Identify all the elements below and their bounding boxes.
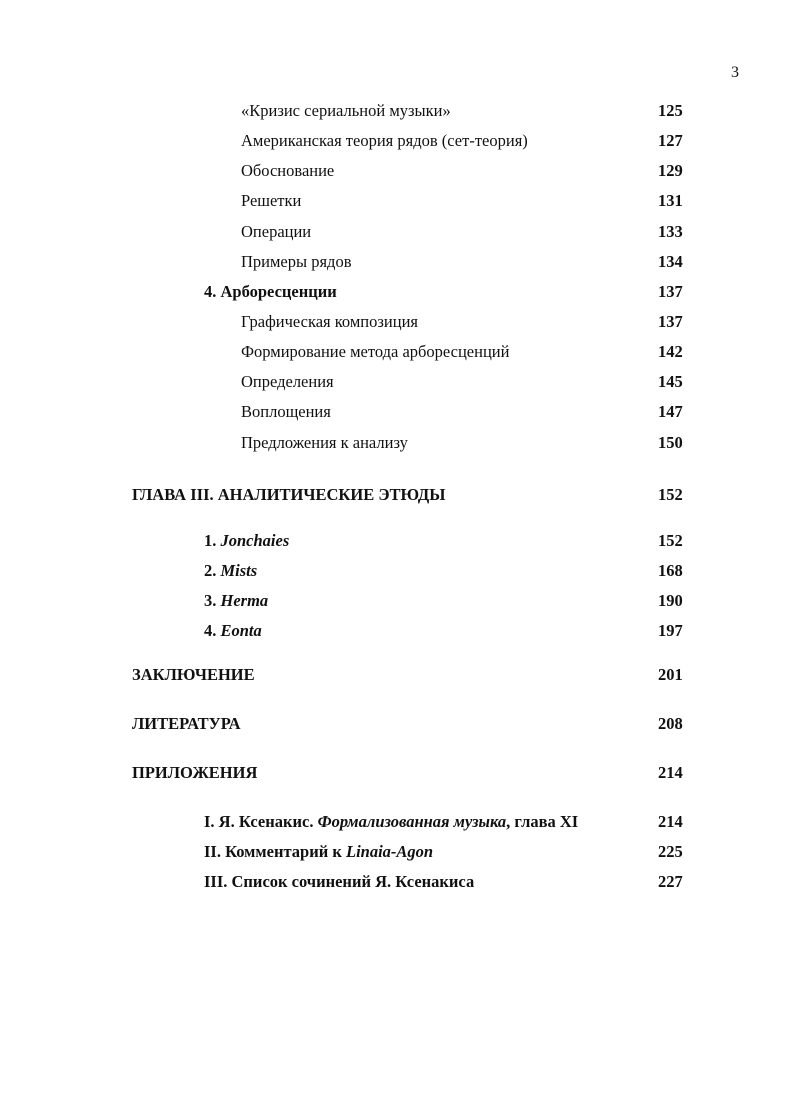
toc-appendix-page: 227 <box>658 872 683 891</box>
toc-appendix-page: 225 <box>658 842 683 861</box>
toc-entry-page: 125 <box>658 101 683 120</box>
toc-entry <box>0 129 793 153</box>
toc-section-title <box>204 559 257 583</box>
toc-chapter-page: 152 <box>658 485 683 504</box>
toc-entry <box>0 431 793 455</box>
toc-appendix-work-title: Формализованная музыка <box>317 812 507 831</box>
toc-chapter <box>0 761 793 785</box>
toc-entry <box>0 99 793 123</box>
toc-entry-page: 131 <box>658 191 683 210</box>
toc-section-page: 152 <box>658 531 683 550</box>
page-number: 3 <box>731 64 739 81</box>
toc-entry-title: Воплощения <box>241 402 331 421</box>
toc-section <box>0 589 793 613</box>
toc-chapter-title: ЛИТЕРАТУРА <box>132 714 241 733</box>
toc-entry-page: 134 <box>658 252 683 271</box>
toc-section-title: 4. Арборесценции <box>204 282 337 301</box>
toc-entry-title: Предложения к анализу <box>241 433 408 452</box>
toc-chapter-title: ПРИЛОЖЕНИЯ <box>132 763 258 782</box>
toc-chapter-title: ЗАКЛЮЧЕНИЕ <box>132 665 255 684</box>
toc-entry-title: «Кризис сериальной музыки» <box>241 101 451 120</box>
toc-section-title <box>204 529 289 553</box>
toc-appendix-page: 214 <box>658 812 683 831</box>
toc-entry-page: 133 <box>658 222 683 241</box>
toc-section-title <box>204 589 268 613</box>
toc-entry-page: 142 <box>658 342 683 361</box>
toc-entry-page: 129 <box>658 161 683 180</box>
toc-entry <box>0 159 793 183</box>
toc-entry-page: 145 <box>658 372 683 391</box>
toc-entry-page: 127 <box>658 131 683 150</box>
toc-entry <box>0 340 793 364</box>
toc-entry-title: Графическая композиция <box>241 312 418 331</box>
toc-entry-title: Операции <box>241 222 312 241</box>
toc-section <box>0 559 793 583</box>
toc-entry-title: Примеры рядов <box>241 252 352 271</box>
toc-entry <box>0 400 793 424</box>
toc-chapter <box>0 483 793 507</box>
toc-section <box>0 529 793 553</box>
toc-section <box>0 280 793 304</box>
toc-section-page: 137 <box>658 282 683 301</box>
toc-chapter <box>0 712 793 736</box>
toc-entry-title: Формирование метода арборесценций <box>241 342 510 361</box>
toc-appendix <box>0 810 793 834</box>
toc-entry-title: Решетки <box>241 191 302 210</box>
toc-section-page: 168 <box>658 561 683 580</box>
toc-section-number: 2. <box>204 561 217 580</box>
toc-appendix-title-part: , глава XI <box>506 812 579 831</box>
toc-section-work-title: Jonchaies <box>220 531 290 550</box>
toc-section-page: 197 <box>658 621 683 640</box>
toc-entry-page: 150 <box>658 433 683 452</box>
toc-entry-page: 137 <box>658 312 683 331</box>
toc-section-title <box>204 619 262 643</box>
toc-appendix-title <box>204 810 578 834</box>
toc-entry-title: Американская теория рядов (сет-теория) <box>241 131 528 150</box>
toc-chapter-page: 208 <box>658 714 683 733</box>
toc-entry <box>0 250 793 274</box>
toc-section-work-title: Herma <box>220 591 269 610</box>
toc-chapter <box>0 663 793 687</box>
toc-section-number: 1. <box>204 531 217 550</box>
toc-section-number: 3. <box>204 591 217 610</box>
toc-appendix <box>0 840 793 864</box>
toc-appendix-title-part: I. Я. Ксенакис. <box>204 812 318 831</box>
toc-appendix <box>0 870 793 894</box>
toc-section-page: 190 <box>658 591 683 610</box>
toc-appendix-title-part: II. Комментарий к <box>204 842 346 861</box>
toc-entry <box>0 189 793 213</box>
toc-chapter-page: 201 <box>658 665 683 684</box>
toc-entry <box>0 310 793 334</box>
toc-appendix-work-title: Linaia-Agon <box>345 842 434 861</box>
toc-entry-title: Определения <box>241 372 334 391</box>
toc-section <box>0 619 793 643</box>
toc-appendix-title <box>204 840 433 864</box>
toc-entry <box>0 220 793 244</box>
toc-entry-title: Обоснование <box>241 161 335 180</box>
toc-entry <box>0 370 793 394</box>
toc-chapter-title: ГЛАВА III. АНАЛИТИЧЕСКИЕ ЭТЮДЫ <box>132 485 446 504</box>
toc-chapter-page: 214 <box>658 763 683 782</box>
toc-section-number: 4. <box>204 621 217 640</box>
toc-entry-page: 147 <box>658 402 683 421</box>
toc-section-work-title: Eonta <box>220 621 262 640</box>
toc-appendix-title: III. Список сочинений Я. Ксенакиса <box>204 872 475 891</box>
toc-section-work-title: Mists <box>220 561 258 580</box>
